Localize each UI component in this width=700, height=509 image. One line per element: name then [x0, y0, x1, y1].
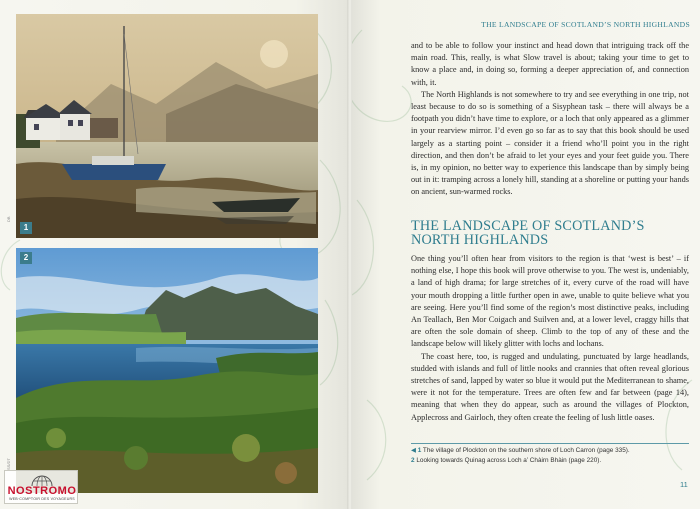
photo-quinag [16, 248, 318, 493]
page-number: 11 [680, 480, 688, 489]
caption-marker: ◀ 1 [411, 447, 422, 454]
logo-tagline: WEB·COMPTOIR DES VOYAGEURS [9, 497, 75, 501]
caption-text: The village of Plockton on the southern shore of Loch Carron (page 335). [422, 447, 630, 454]
photo-number-badge: 1 [20, 222, 32, 234]
paragraph: The coast here, too, is rugged and undulating, punctuated by large headlands, studded with islands and full of little nooks and crannies that often reveal glorious stretches of sand, lapped by water so blue it would put the Mediterranean to shame, were it not for the temperature. Trees are often few and far between (page 14), meaning that when they do appear, such as around the villages of Plockton, Applecross and Gairloch, they often create the feeling of lush little oases. [411, 351, 689, 422]
logo-name: NOSTROMO [7, 485, 77, 497]
section-heading-line: NORTH HIGHLANDS [411, 232, 549, 248]
caption-item [411, 456, 689, 466]
caption-text: Looking towards Quinag across Loch a’ Chàirn Bhàin (page 220). [416, 457, 602, 464]
section-heading [411, 219, 689, 247]
paragraph: and to be able to follow your instinct and head down that intriguing track off the main road. This, really, is what Slow travel is about; taking your time to get to know a place and, in doing so, forming a deeper appreciation of, and connection with, it. [411, 41, 689, 87]
caption-marker: 2 [411, 457, 415, 464]
photo-credit: DB [6, 216, 11, 222]
photo-captions [411, 446, 689, 466]
right-page [352, 0, 700, 509]
globe-icon [30, 472, 54, 486]
watermark-logo [4, 470, 78, 504]
section-text [411, 253, 689, 424]
paragraph: The North Highlands is not somewhere to try and see everything in one trip, not least because to do so is something of a Sisyphean task – there will always be a footpath you didn’t have time to explore, or a loch that only appeared as a glimmer in your rearview mirror. I’d even go so far as to say that this book should be used largely as a starting point – consider it a friend who’ll point you in the right direction, and then don’t be afraid to let your eyes and your feet guide you. There is, in my opinion, no better way to experience this landscape than by simply being out in it: tramping across a lonely hill, standing at a shoreline or putting your hands on ancient, sun-warmed rocks. [411, 89, 689, 197]
running-head: THE LANDSCAPE OF SCOTLAND’S NORTH HIGHLANDS [481, 20, 690, 29]
photo-credit: SS/DT [6, 458, 11, 470]
caption-divider [411, 443, 689, 444]
intro-text [411, 40, 689, 199]
left-page [0, 0, 348, 509]
photo-plockton [16, 14, 318, 238]
paragraph: One thing you’ll often hear from visitors to the region is that ‘west is best’ – if nothing else, I hope this book will prove otherwise to you. The west is, undeniably, a land of high drama; for large stretches of it, every curve of the road will have your mouth dropping a little further open in awe, unable to quite believe what you are seeing. Here you’ll find some of the region’s most distinctive peaks, including An Teallach, Ben Mor Coigach and Suilven and, at a lower level, craggy hills that are often the sole domain of sheep. Climb to the top of any of these and the landscape below will likely glitter with lochs and lochans. [411, 254, 689, 349]
caption-item [411, 446, 689, 456]
section-heading-line: THE LANDSCAPE OF SCOTLAND’S [411, 218, 645, 234]
photo-number-badge: 2 [20, 252, 32, 264]
